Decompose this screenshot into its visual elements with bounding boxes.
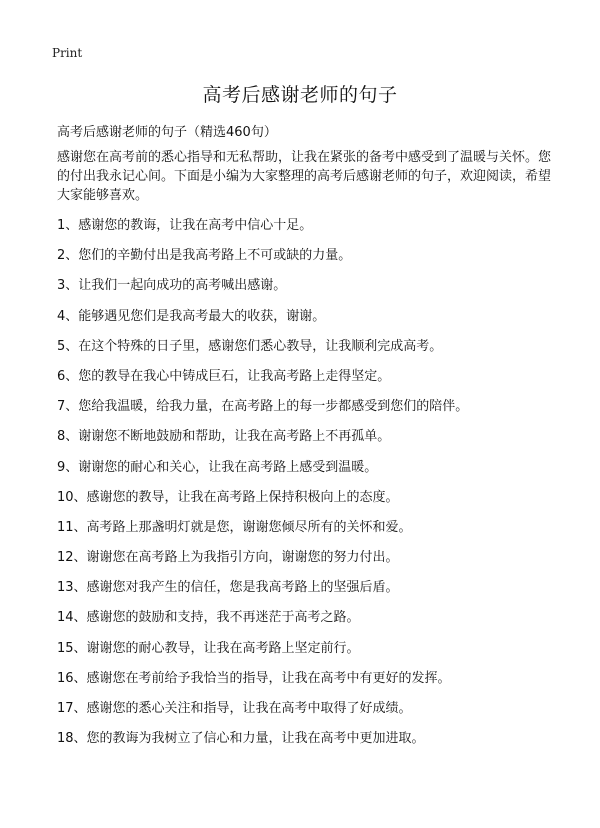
list-item: 1、感谢您的教诲，让我在高考中信心十足。 [57, 218, 313, 233]
list-item: 17、感谢您的悉心关注和指导，让我在高考中取得了好成绩。 [57, 701, 412, 716]
subtitle: 高考后感谢老师的句子（精选460句） [57, 125, 277, 140]
list-item: 11、高考路上那盏明灯就是您，谢谢您倾尽所有的关怀和爱。 [57, 519, 412, 535]
list-item: 10、感谢您的教导，让我在高考路上保持积极向上的态度。 [57, 489, 399, 505]
list-item: 15、谢谢您的耐心教导，让我在高考路上坚定前行。 [57, 640, 360, 656]
list-item: 3、让我们一起向成功的高考喊出感谢。 [57, 278, 287, 294]
intro-paragraph: 感谢您在高考前的悉心指导和无私帮助，让我在紧张的备考中感受到了温暖与关怀。您的付出我永记心间。下面是小编为大家整理的高考后感谢老师的句子，欢迎阅读，希望大家能够喜欢。 [57, 150, 552, 203]
list-item: 8、谢谢您不断地鼓励和帮助，让我在高考路上不再孤单。 [57, 429, 391, 445]
list-item: 14、感谢您的鼓励和支持，我不再迷茫于高考之路。 [57, 610, 360, 626]
sentence-list [57, 218, 577, 761]
list-item: 18、您的教诲为我树立了信心和力量，让我在高考中更加进取。 [57, 731, 425, 747]
list-item: 4、能够遇见您们是我高考最大的收获，谢谢。 [57, 308, 326, 324]
list-item: 7、您给我温暖，给我力量，在高考路上的每一步都感受到您们的陪伴。 [57, 399, 469, 415]
list-item: 6、您的教导在我心中铸成巨石，让我高考路上走得坚定。 [57, 368, 391, 384]
list-item: 2、您们的辛勤付出是我高考路上不可或缺的力量。 [57, 248, 352, 264]
print-link[interactable]: Print [52, 46, 83, 60]
page-title: 高考后感谢老师的句子 [202, 84, 398, 106]
list-item: 16、感谢您在考前给予我恰当的指导，让我在高考中有更好的发挥。 [57, 670, 451, 686]
list-item: 13、感谢您对我产生的信任，您是我高考路上的坚强后盾。 [57, 580, 399, 596]
list-item: 5、在这个特殊的日子里，感谢您们悉心教导，让我顺利完成高考。 [57, 338, 443, 354]
list-item: 9、谢谢您的耐心和关心，让我在高考路上感受到温暖。 [57, 459, 378, 475]
list-item: 12、谢谢您在高考路上为我指引方向，谢谢您的努力付出。 [57, 550, 399, 566]
